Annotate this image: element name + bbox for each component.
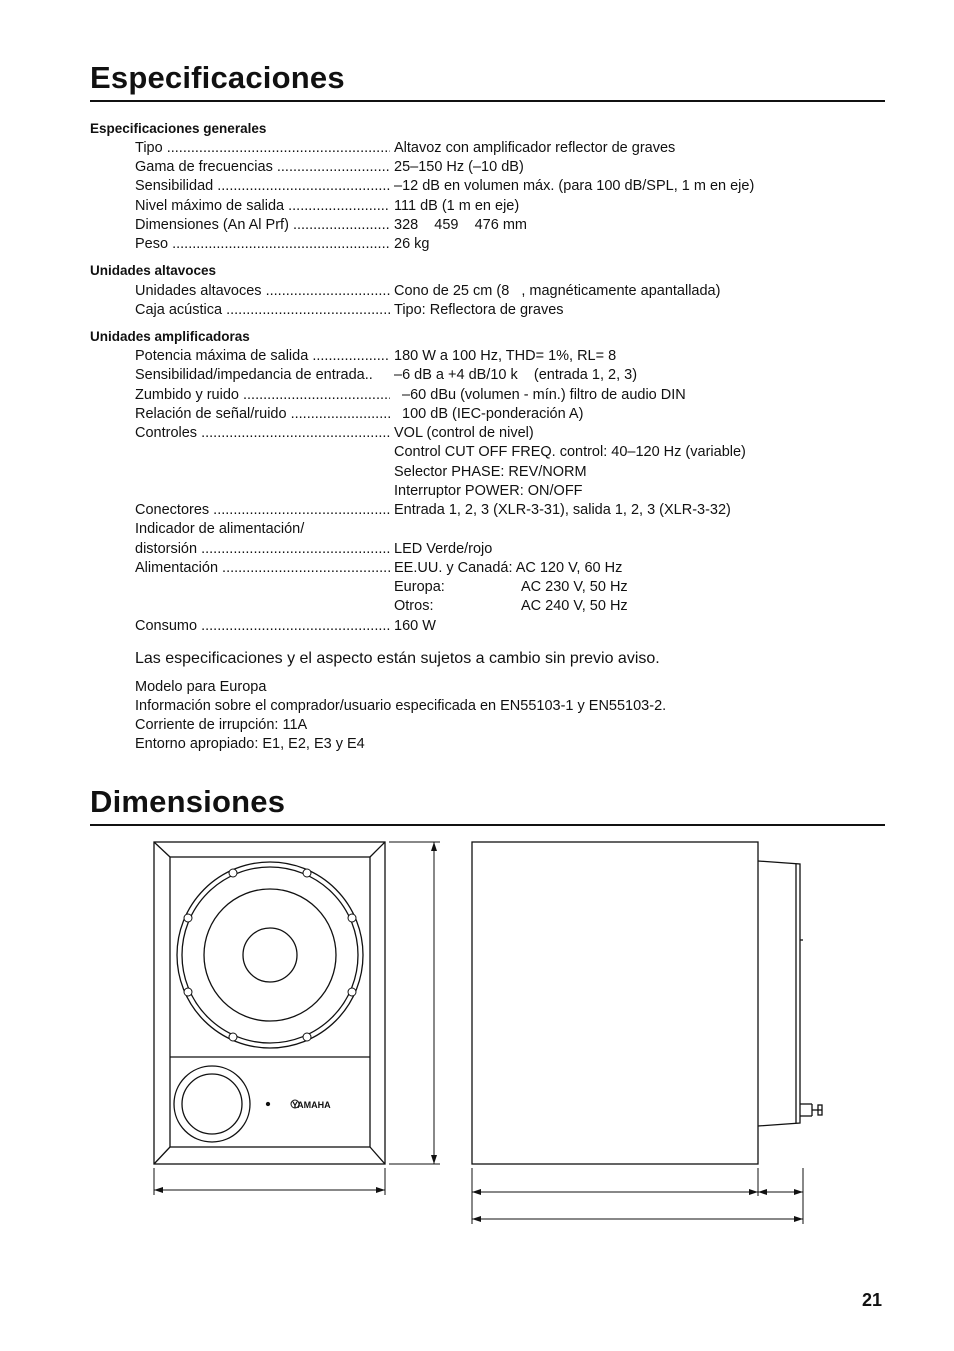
spec-label: Peso ..... [135, 235, 390, 254]
spec-label: Controles ..... [135, 424, 390, 443]
spec-label: Nivel máximo de salida ..... [135, 197, 390, 216]
spec-value: –6 dB a +4 dB/10 k (entrada 1, 2, 3) [394, 367, 638, 383]
spec-label: Sensibilidad ..... [135, 177, 390, 196]
page-number: 21 [862, 1290, 883, 1310]
spec-value: –60 dBu (volumen - mín.) filtro de audio DIN [394, 387, 686, 403]
spec-value: Selector PHASE: REV/NORM [394, 464, 587, 480]
spec-label: Potencia máxima de salida ..... [135, 347, 390, 366]
power-region: Otros: [394, 598, 434, 614]
europe-line: Entorno apropiado: E1, E2, E3 y E4 [135, 736, 365, 752]
spec-value: Control CUT OFF FREQ. control: 40–120 Hz (variable) [394, 444, 746, 460]
spec-label: Tipo ..... [135, 139, 390, 158]
spec-value: Interruptor POWER: ON/OFF [394, 483, 583, 499]
woofer-rim [177, 862, 363, 1048]
spec-value: Tipo: Reflectora de graves [394, 302, 564, 318]
spec-label: distorsión ..... [135, 540, 390, 559]
woofer-cone [204, 889, 336, 1021]
spec-value: 26 kg [394, 236, 430, 252]
power-spec: AC 230 V, 50 Hz [521, 579, 628, 595]
side-arrows [472, 1189, 803, 1222]
spec-label: Caja acústica ..... [135, 301, 390, 320]
spec-value: EE.UU. y Canadá: AC 120 V, 60 Hz [394, 560, 623, 576]
port-inner [182, 1074, 242, 1134]
specs-title: Especificaciones [90, 60, 345, 95]
spec-value: 25–150 Hz (–10 dB) [394, 159, 524, 175]
spec-value: 111 dB (1 m en eje) [394, 198, 520, 214]
change-notice: Las especificaciones y el aspecto están sujetos a cambio sin previo aviso. [135, 650, 660, 667]
spec-value: Altavoz con amplificador reflector de graves [394, 140, 676, 156]
side-dimensions [472, 1168, 803, 1224]
spec-value: Cono de 25 cm (8 , magnéticamente apantallada) [394, 283, 721, 299]
spec-value: 328 459 476 mm [394, 217, 527, 233]
spec-label: Dimensiones (An Al Prf) ..... [135, 216, 390, 235]
spec-label: Relación de señal/ruido ..... [135, 405, 390, 424]
led-indicator [267, 1103, 270, 1106]
side-cabinet [472, 842, 758, 1164]
power-spec: AC 240 V, 50 Hz [521, 598, 628, 614]
section-general-heading: Especificaciones generales [90, 121, 267, 136]
woofer-screws [184, 869, 356, 1041]
spec-value: VOL (control de nivel) [394, 425, 534, 441]
spec-value: LED Verde/rojo [394, 541, 493, 557]
europe-line: Información sobre el comprador/usuario especificada en EN55103-1 y EN55103-2. [135, 698, 667, 714]
yamaha-logo: YAMAHA [292, 1100, 331, 1110]
front-view [154, 842, 385, 1164]
power-region: Europa: [394, 579, 445, 595]
spec-value: 160 W [394, 618, 436, 634]
spec-value: Entrada 1, 2, 3 (XLR-3-31), salida 1, 2, 3 (XLR-3-32) [394, 502, 731, 518]
spec-label: Alimentación ..... [135, 559, 390, 578]
spec-value: 180 W a 100 Hz, THD= 1%, RL= 8 [394, 348, 617, 364]
port-outer [174, 1066, 250, 1142]
spec-label: Conectores ..... [135, 501, 390, 520]
spec-value: 100 dB (IEC-ponderación A) [394, 406, 584, 422]
section-amps-heading: Unidades amplificadoras [90, 329, 250, 344]
spec-label: Sensibilidad/impedancia de entrada.. [135, 367, 373, 383]
europe-line: Corriente de irrupción: 11A [135, 717, 308, 733]
spec-label: Unidades altavoces ..... [135, 282, 390, 301]
section-speakers-heading: Unidades altavoces [90, 263, 217, 278]
woofer-dustcap [243, 928, 297, 982]
spec-label: Zumbido y ruido ..... [135, 386, 390, 405]
europe-line: Modelo para Europa [135, 679, 267, 695]
spec-label: Indicador de alimentación/ [135, 521, 305, 537]
spec-label: Consumo ..... [135, 617, 390, 636]
spec-value: –12 dB en volumen máx. (para 100 dB/SPL, 1 m en eje) [394, 178, 755, 194]
spec-label: Gama de frecuencias ..... [135, 158, 390, 177]
dims-title: Dimensiones [90, 784, 286, 819]
side-view [472, 842, 822, 1164]
